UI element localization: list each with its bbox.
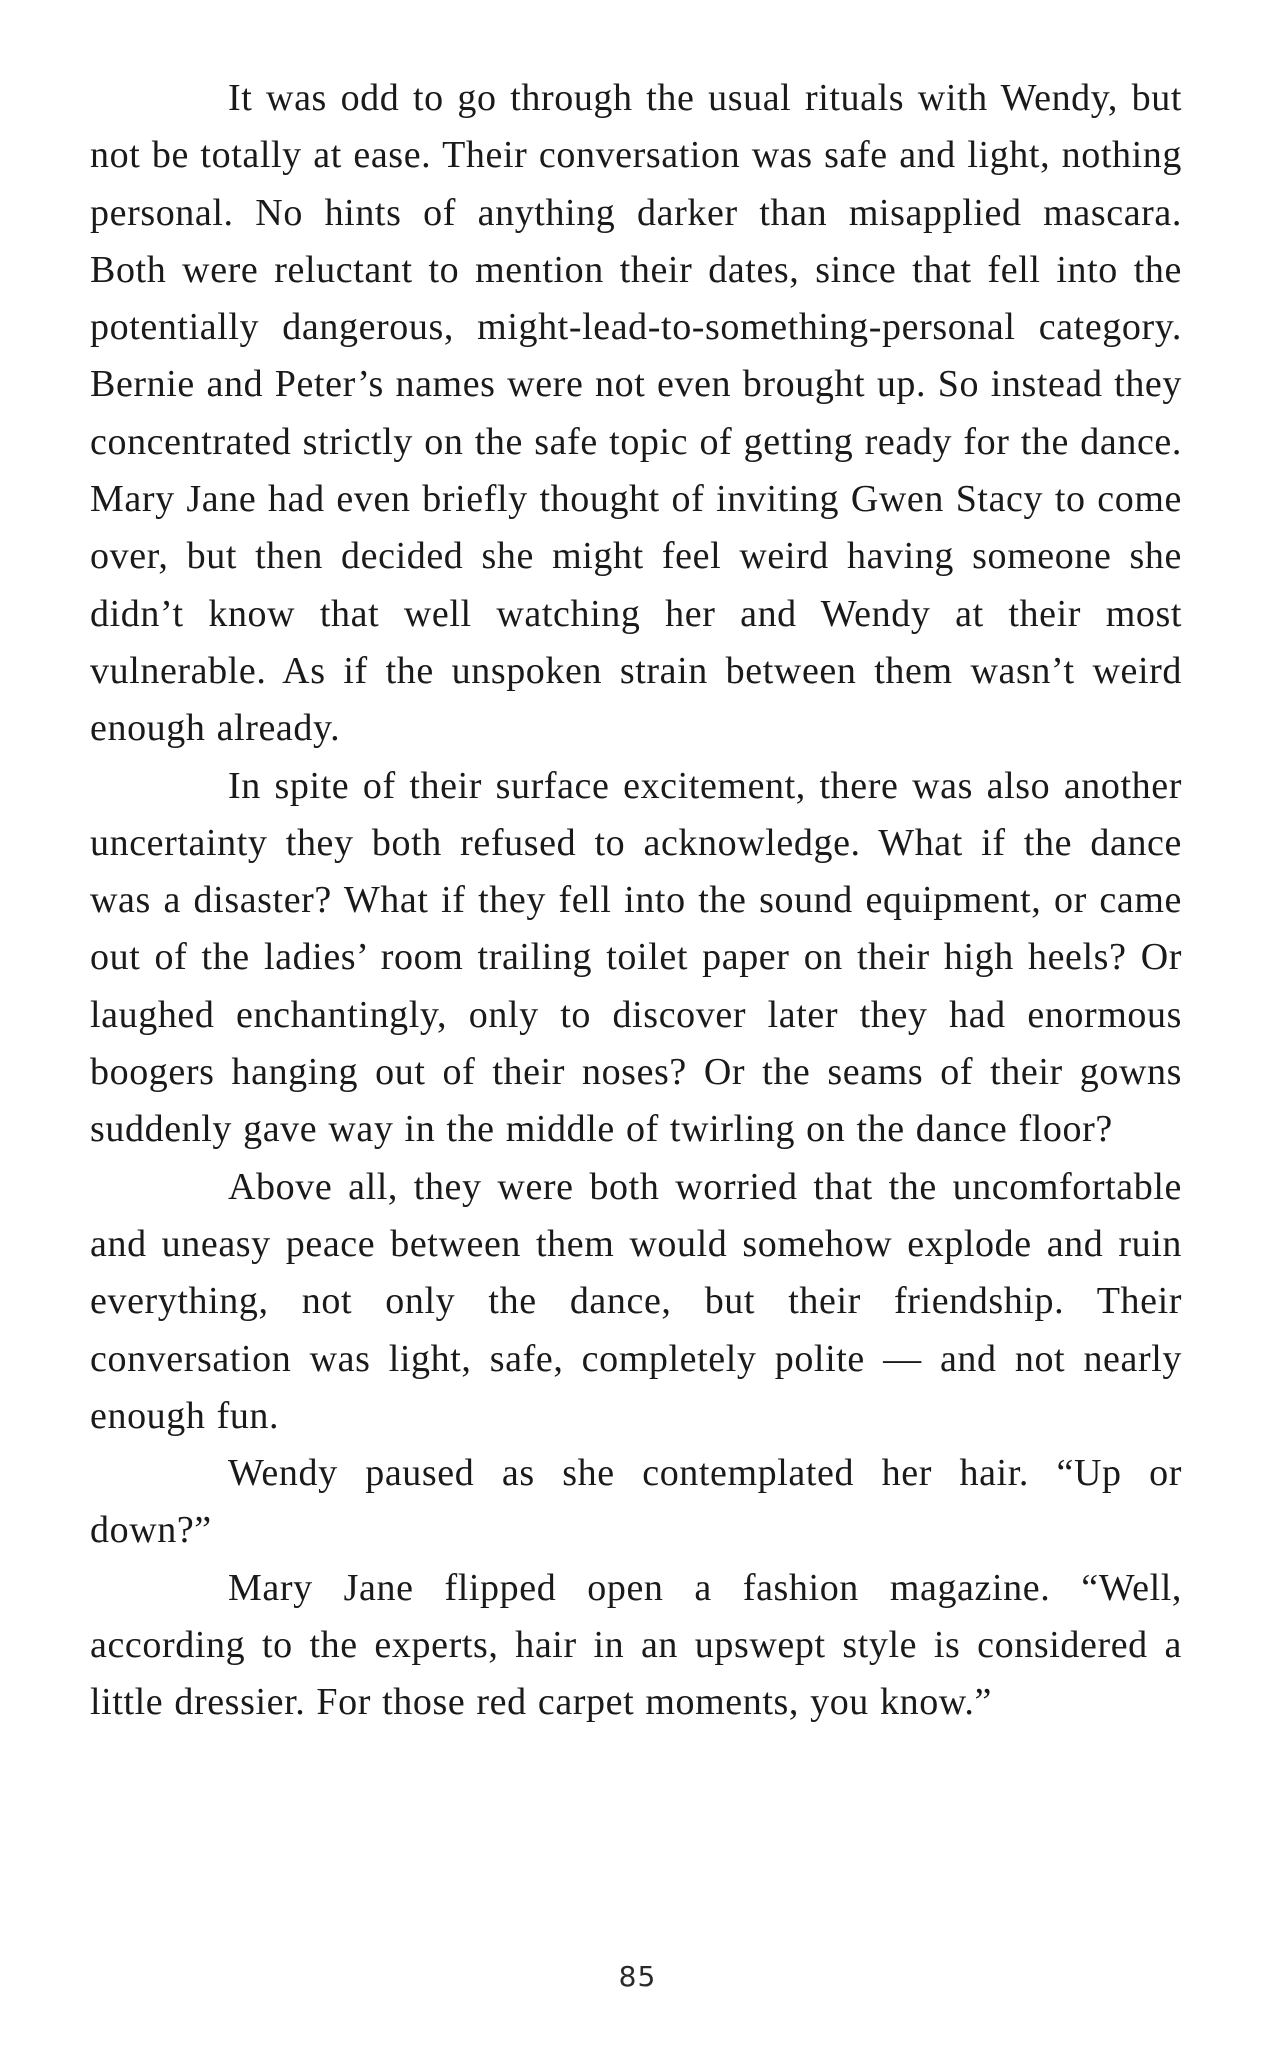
paragraph-5: Mary Jane flipped open a fashion magazine. “Well, according to the experts, hair in an upswept style is considered a little dressier. For those red carpet moments, you know.” xyxy=(90,1566,1182,1724)
paragraph-1: It was odd to go through the usual rituals with Wendy, but not be totally at ease. Their conversation was safe and light, nothing personal. No hints of anything darker than misapplied mascara. Both were reluctant to mention their dates, since that fell into the potentially dangerous, might-lead-to-something-personal category. Bernie and Peter’s names were not even brought up. So instead they concentrated strictly on the safe topic of getting ready for the dance. Mary Jane had even briefly thought of inviting Gwen Stacy to come over, but then decided she might feel weird having someone she didn’t know that well watching her and Wendy at their most vulnerable. As if the unspoken strain between them wasn’t weird enough already. xyxy=(90,77,1182,750)
body-text xyxy=(90,70,1182,1732)
paragraph-4: Wendy paused as she contemplated her hair. “Up or down?” xyxy=(90,1452,1182,1552)
paragraph-3: Above all, they were both worried that the uncomfortable and uneasy peace between them would somehow explode and ruin everything, not only the dance, but their friendship. Their conversation was light, safe, completely polite — and not nearly enough fun. xyxy=(90,1165,1182,1437)
page-number: 85 xyxy=(618,1960,657,1993)
paragraph-2: In spite of their surface excitement, there was also another uncertainty they both refused to acknowledge. What if the dance was a disaster? What if they fell into the sound equipment, or came out of the ladies’ room trailing toilet paper on their high heels? Or laughed enchantingly, only to discover later they had enormous boogers hanging out of their noses? Or the seams of their gowns suddenly gave way in the middle of twirling on the dance floor? xyxy=(90,764,1182,1151)
